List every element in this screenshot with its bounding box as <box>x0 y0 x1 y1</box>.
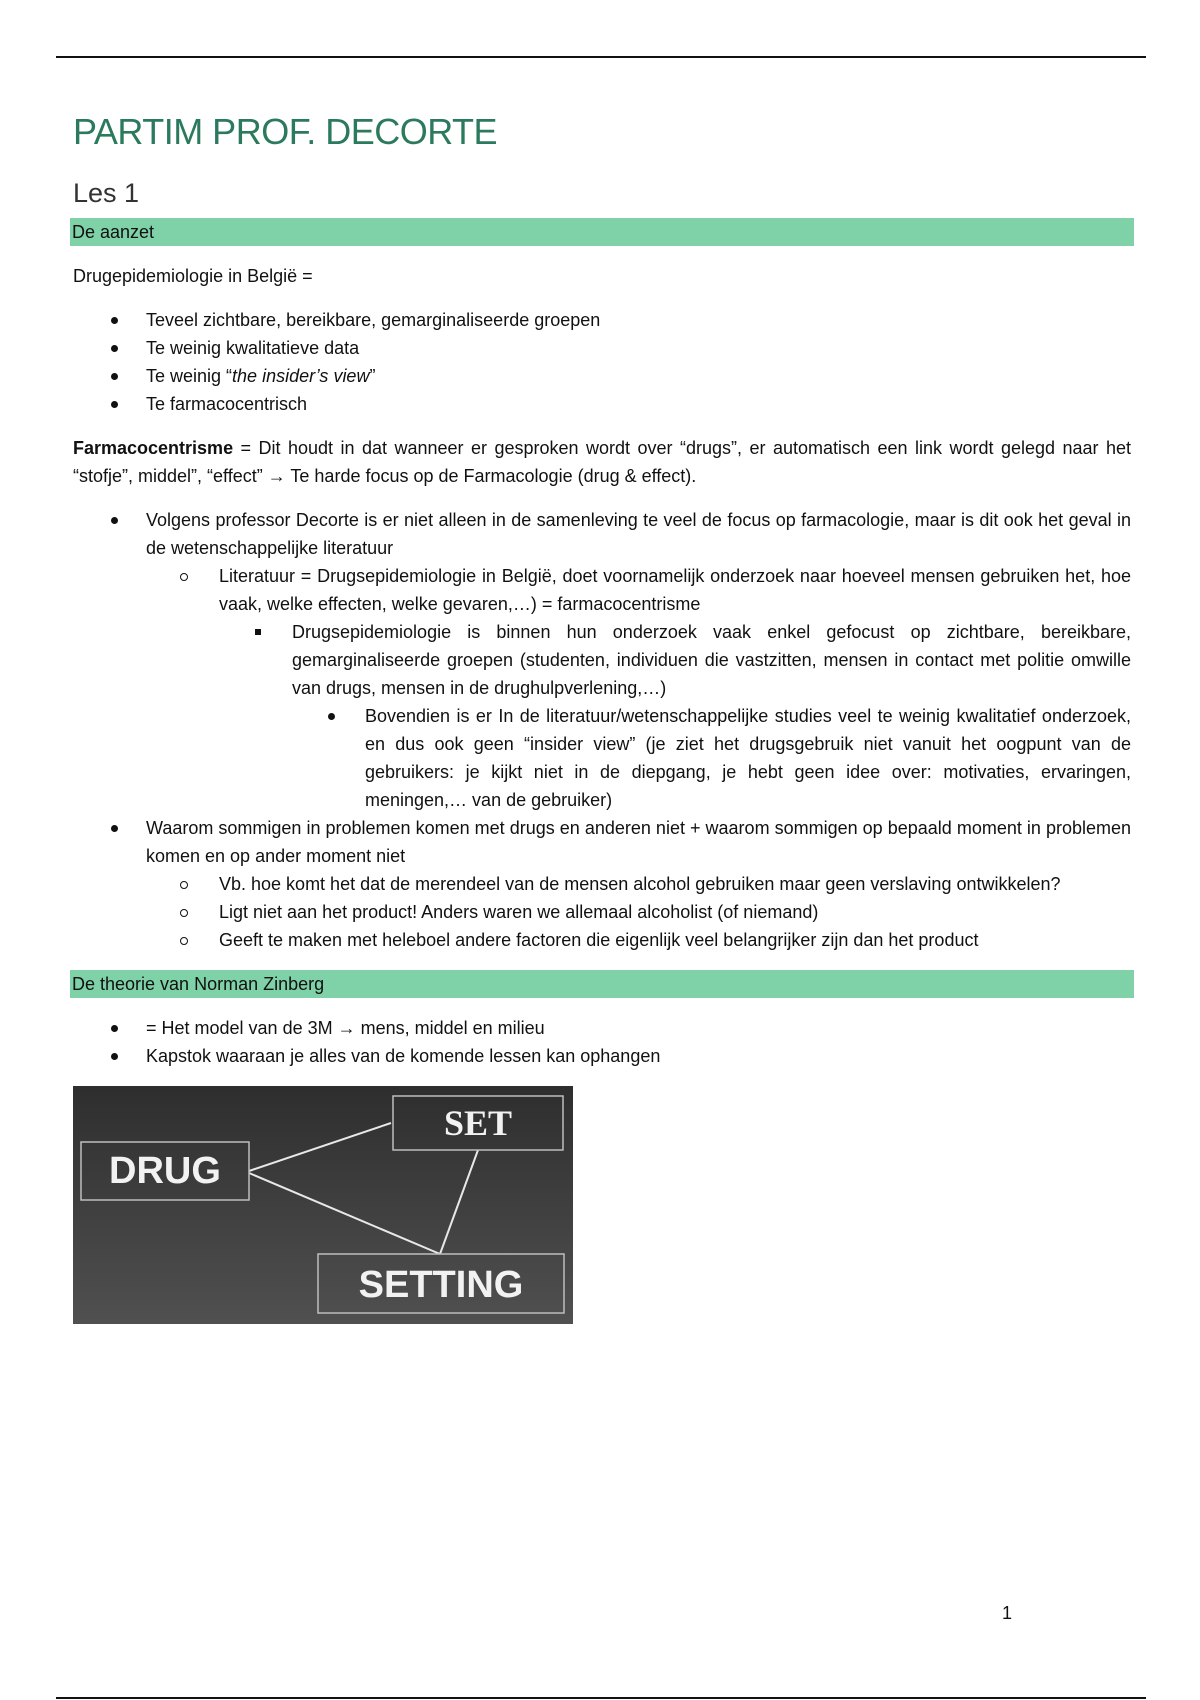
list-item <box>219 618 1131 814</box>
quote-open: “ <box>226 365 233 386</box>
arrow-icon: → <box>337 1017 356 1038</box>
list-item: Teveel zichtbare, bereikbare, gemarginaliseerde groepen <box>73 306 1131 334</box>
setting-label: SETTING <box>358 1263 524 1306</box>
list-item: Te weinig kwalitatieve data <box>73 334 1131 362</box>
list-item <box>146 562 1131 814</box>
farmacocentrisme-text-1: = Dit houdt in dat wanneer er gesproken wordt over “drugs”, er automatisch een link wordt gelegd naar het “stofje”, middel”, “effect” <box>73 437 1131 486</box>
list-item: Geeft te maken met heleboel andere factoren die eigenlijk veel belangrijker zijn dan het product <box>146 926 1131 954</box>
arrow-icon: → <box>267 465 286 486</box>
top-rule <box>56 56 1146 58</box>
section-heading-de-aanzet: De aanzet <box>70 218 1134 246</box>
list-item: Ligt niet aan het product! Anders waren we allemaal alcoholist (of niemand) <box>146 898 1131 926</box>
list-item <box>73 814 1131 954</box>
sub-list <box>146 870 1131 954</box>
lesson-heading: Les 1 <box>73 178 140 209</box>
list-item: Bovendien is er In de literatuur/wetenschappelijke studies veel te weinig kwalitatief onderzoek, en dus ook geen “insider view” (je ziet het drugsgebruik niet vanuit het oogpunt van de gebruikers: je kijkt niet in de diepgang, je hebt geen idee over: motivaties, ervaringen, meningen,… van de gebruiker) <box>292 702 1131 814</box>
list-item: Te farmacocentrisch <box>73 390 1131 418</box>
list-item-text: mens, middel en milieu <box>355 1017 545 1038</box>
sub-list <box>146 562 1131 814</box>
bottom-rule <box>56 1697 1146 1699</box>
zinberg-list <box>73 1014 1131 1070</box>
quote-close: ” <box>369 365 376 386</box>
intro-list <box>73 306 1131 418</box>
document-title: PARTIM PROF. DECORTE <box>73 111 498 152</box>
list-item <box>73 506 1131 814</box>
list-item-text: Te weinig <box>146 365 227 386</box>
page-number: 1 <box>1002 1603 1013 1623</box>
list-item-text: Volgens professor Decorte is er niet alleen in de samenleving te veel de focus op farmacologie, maar is dit ook het geval in de wetenschappelijke literatuur <box>146 509 1131 558</box>
sub-sub-list <box>219 618 1131 814</box>
list-item <box>73 1014 1131 1042</box>
section-heading-zinberg: De theorie van Norman Zinberg <box>70 970 1134 998</box>
farmacocentrisme-term: Farmacocentrisme <box>73 437 234 458</box>
list-item: Vb. hoe komt het dat de merendeel van de mensen alcohol gebruiken maar geen verslaving ontwikkelen? <box>146 870 1131 898</box>
drug-set-setting-diagram <box>73 1086 573 1324</box>
decorte-list <box>73 506 1131 954</box>
set-label: SET <box>443 1102 513 1143</box>
farmacocentrisme-text-2: Te harde focus op de Farmacologie (drug & effect). <box>285 465 697 486</box>
intro-paragraph: Drugepidemiologie in België = <box>73 265 313 286</box>
farmacocentrisme-paragraph <box>73 434 1131 490</box>
list-item-text: Literatuur = Drugsepidemiologie in België, doet voornamelijk onderzoek naar hoeveel mensen gebruiken het, hoe vaak, welke effecten, welke gevaren,…) = farmacocentrisme <box>219 565 1131 614</box>
list-item: Kapstok waaraan je alles van de komende lessen kan ophangen <box>73 1042 1131 1070</box>
list-item-text: = Het model van de 3M <box>146 1017 338 1038</box>
list-item <box>73 362 1131 390</box>
sub-sub-sub-list <box>292 702 1131 814</box>
list-item-text: Drugsepidemiologie is binnen hun onderzoek vaak enkel gefocust op zichtbare, bereikbare, gemarginaliseerde groepen (studenten, individuen die vastzitten, mensen in contact met politie omwille van drugs, mensen in de drughulpverlening,…) <box>292 621 1131 698</box>
list-item-text: Waarom sommigen in problemen komen met drugs en anderen niet + waarom sommigen op bepaald moment in problemen komen en op ander moment niet <box>146 817 1131 866</box>
insider-view-italic: the insider’s view <box>232 365 370 386</box>
page-content <box>73 110 1131 1324</box>
drug-label: DRUG <box>109 1149 221 1192</box>
